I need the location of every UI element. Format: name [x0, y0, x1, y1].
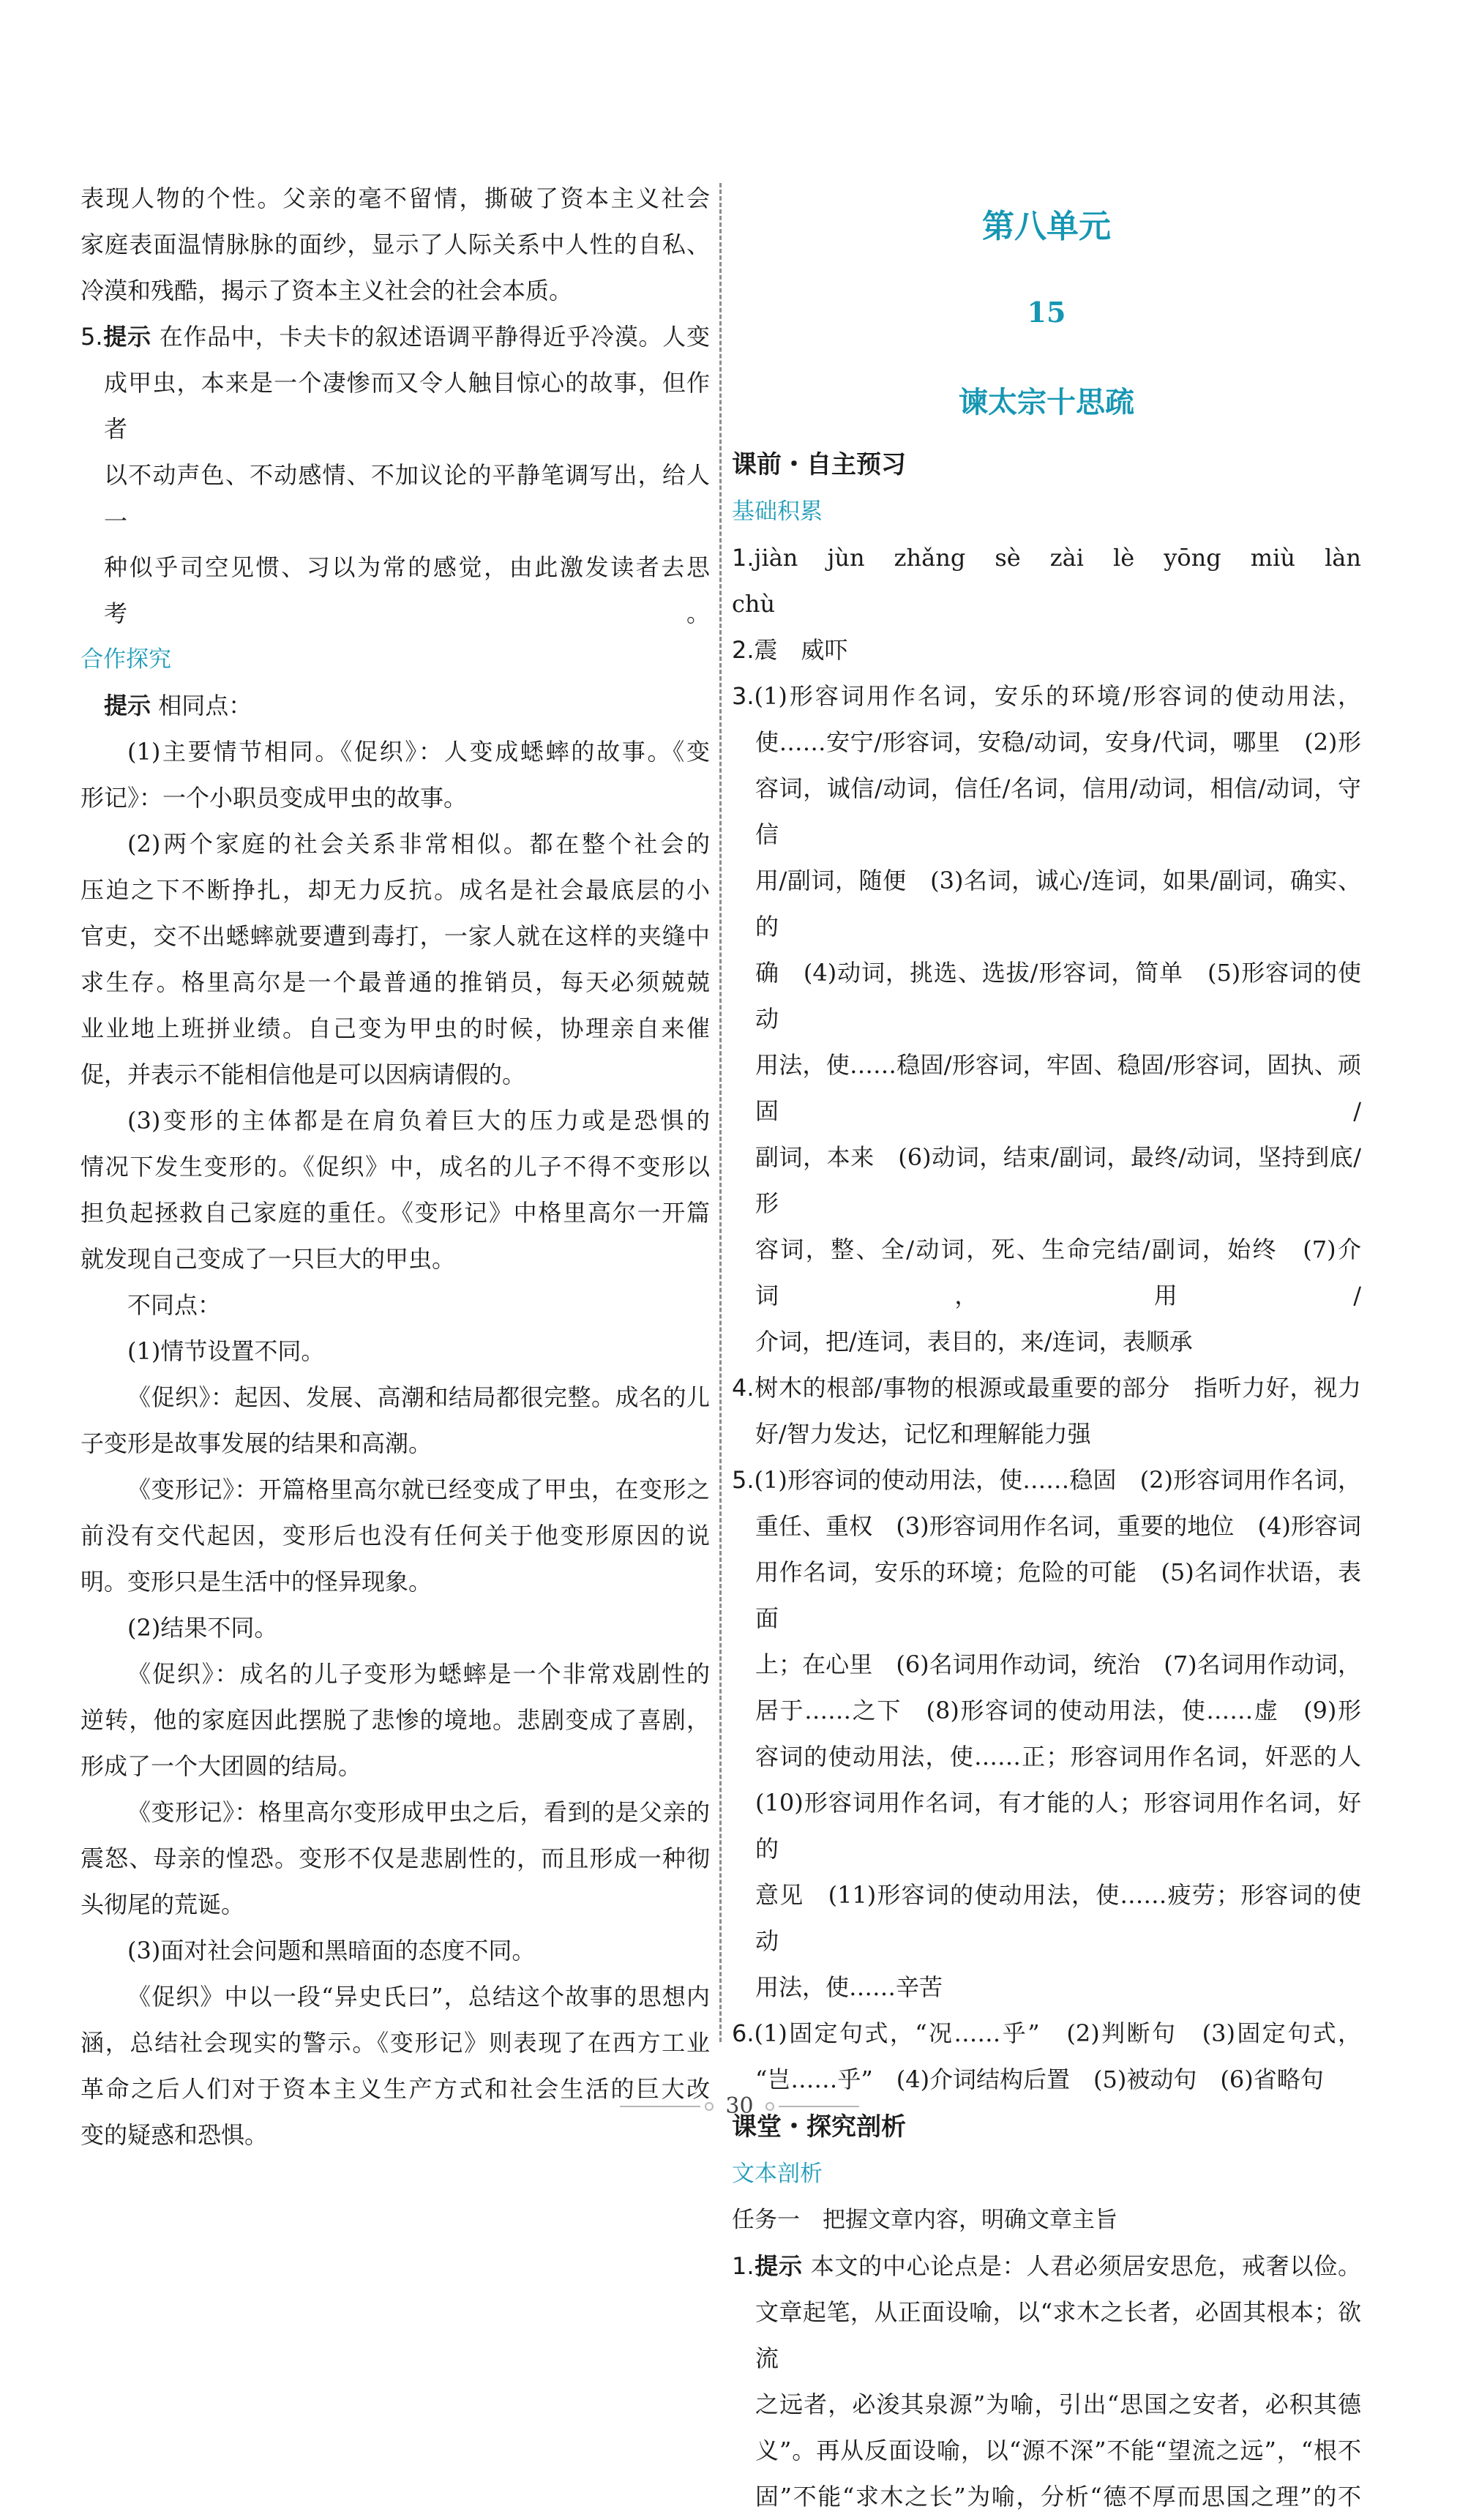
paragraph-line: 涵，总结社会现实的警示。《变形记》则表现了在西方工业: [80, 2029, 710, 2057]
answer-line: 容词的使动用法，使……正；形容词用作名词，奸恶的人: [755, 1743, 1361, 1771]
paragraph-line: 《促织》：起因、发展、高潮和结局都很完整。成名的儿: [127, 1383, 710, 1411]
answer-line: 容词，诚信/动词，信任/名词，信用/动词，相信/动词，守信: [755, 774, 1361, 848]
paragraph-line: 形记》：一个小职员变成甲虫的故事。: [80, 784, 468, 812]
answer-items: [732, 535, 1385, 2103]
section-title-cooperative: 合作探究: [80, 646, 171, 673]
task-item-line: 义”。再从反面设喻，以“源不深”不能“望流之远”，“根不: [755, 2437, 1361, 2464]
item-text: 树木的根部/事物的根源或最重要的部分 指听力好，视力: [754, 1374, 1361, 1402]
item-number: 5.: [80, 323, 103, 351]
page-number: 30: [725, 2093, 754, 2119]
answer-line: [732, 1365, 1361, 1411]
answer-line: [732, 535, 1385, 627]
task-item-line: 固”不能“求木之长”为喻，分析“德不厚而思国之理”的不: [755, 2483, 1361, 2510]
paragraph-line: (1)情节设置不同。: [127, 1337, 325, 1365]
answer-line: [732, 2011, 1361, 2057]
item-number: 1.: [732, 544, 755, 572]
answer-line: 使……安宁/形容词，安稳/动词，安身/代词，哪里 (2)形: [755, 728, 1361, 756]
footer-rule-left: [620, 2106, 700, 2107]
answer-line: 好/智力发达，记忆和理解能力强: [755, 1420, 1091, 1448]
paragraph-line: 明。变形只是生活中的怪异现象。: [80, 1568, 433, 1596]
item-number: 5.: [732, 1466, 755, 1494]
task-item-continuation: [732, 2289, 1361, 2520]
footer-rule-right: [779, 2106, 859, 2107]
answer-line: “岂……乎” (4)介词结构后置 (5)被动句 (6)省略句: [755, 2065, 1324, 2093]
lesson-title: 谏太宗十思疏: [959, 386, 1134, 419]
paragraph-line: 不同点：: [127, 1291, 222, 1319]
unit-title: 第八单元: [982, 208, 1111, 245]
answer-line: 副词，本来 (6)动词，结束/副词，最终/动词，坚持到底/形: [755, 1143, 1361, 1217]
task-item-line: 之远者，必浚其泉源”为喻，引出“思国之安者，必积其德: [755, 2390, 1361, 2418]
paragraph-line: 担负起拯救自己家庭的重任。《变形记》中格里高尔一开篇: [80, 1199, 710, 1227]
footer-ornament: [765, 2102, 774, 2111]
item-number: 6.: [732, 2019, 755, 2047]
tip-label: 提示: [754, 2252, 803, 2280]
item-text: 在作品中，卡夫卡的叙述语调平静得近乎冷漠。人变: [159, 323, 710, 351]
item-5-line: [80, 314, 710, 360]
answer-line: 容词，整、全/动词，死、生命完结/副词，始终 (7)介词，用/: [755, 1235, 1361, 1309]
paragraph-line: 前没有交代起因，变形后也没有任何关于他变形原因的说: [80, 1522, 710, 1549]
answer-line: [732, 627, 1361, 673]
section-heading-classroom: 课堂・探究剖析: [732, 2112, 906, 2142]
answer-line: [732, 673, 1361, 719]
paragraph-line: 《促织》中以一段“异史氏曰”，总结这个故事的思想内: [127, 1983, 710, 2011]
intro-line: 冷漠和残酷，揭示了资本主义社会的社会本质。: [80, 277, 573, 304]
paragraph-line: 业业地上班拼业绩。自己变为甲虫的时候，协理亲自来催: [80, 1014, 710, 1042]
item-number: 4.: [732, 1374, 755, 1402]
item-text: 本文的中心论点是：人君必须居安思危，戒奢以俭。: [810, 2252, 1361, 2280]
paragraph-line: 革命之后人们对于资本主义生产方式和社会生活的巨大改: [80, 2075, 710, 2103]
answer-line: 用法，使……辛苦: [755, 1973, 943, 2001]
task-item-line: [732, 2243, 1361, 2289]
answer-line: (10)形容词用作名词，有才能的人；形容词用作名词，好的: [755, 1789, 1361, 1863]
paragraph-line: 压迫之下不断挣扎，却无力反抗。成名是社会最底层的小: [80, 876, 710, 904]
item-5-line: 种似乎司空见惯、习以为常的感觉，由此激发读者去思考。: [104, 553, 710, 627]
paragraph-line: (3)变形的主体都是在肩负着巨大的压力或是恐惧的: [127, 1107, 710, 1134]
item-5-line: 成甲虫，本来是一个凄惨而又令人触目惊心的故事，但作者: [104, 369, 710, 443]
intro-line: 表现人物的个性。父亲的毫不留情，撕破了资本主义社会: [80, 184, 710, 212]
item-text: (1)固定句式，“况……乎” (2)判断句 (3)固定句式，: [754, 2019, 1361, 2047]
paragraph-line: 变的疑惑和恐惧。: [80, 2121, 269, 2149]
footer-ornament: [705, 2102, 714, 2111]
column-divider: [719, 183, 722, 2042]
left-paragraphs: [80, 729, 710, 2158]
section-heading-preview: 课前・自主预习: [732, 450, 906, 479]
paragraph-line: 就发现自己变成了一只巨大的甲虫。: [80, 1245, 456, 1273]
paragraph-line: 情况下发生变形的。《促织》中，成名的儿子不得不变形以: [80, 1153, 710, 1181]
paragraph-line: (2)结果不同。: [127, 1614, 278, 1642]
paragraph-line: (3)面对社会问题和黑暗面的态度不同。: [127, 1937, 536, 1964]
answer-line: [732, 1457, 1361, 1503]
paragraph-line: 求生存。格里高尔是一个最普通的推销员，每天必须兢兢: [80, 968, 710, 996]
answer-line: 确 (4)动词，挑选、选拔/形容词，简单 (5)形容词的使动: [755, 959, 1361, 1033]
intro-line: 家庭表面温情脉脉的面纱，显示了人际关系中人性的自私、: [80, 231, 710, 258]
item-text: (1)形容词用作名词，安乐的环境/形容词的使动用法，: [754, 682, 1361, 710]
answer-line: 用作名词，安乐的环境；危险的可能 (5)名词作状语，表面: [755, 1558, 1361, 1632]
tip-label: 提示: [102, 323, 151, 351]
subsection-text-analysis: 文本剖析: [732, 2161, 823, 2187]
answer-line: 意见 (11)形容词的使动用法，使……疲劳；形容词的使动: [755, 1881, 1361, 1955]
paragraph-line: 官吏，交不出蟋蟀就要遭到毒打，一家人就在这样的夹缝中: [80, 922, 710, 950]
paragraph-line: 震怒、母亲的惶恐。变形不仅是悲剧性的，而且形成一种彻: [80, 1844, 710, 1872]
task-one-heading: 任务一 把握文章内容，明确文章主旨: [732, 2207, 1117, 2233]
answer-line: 居于……之下 (8)形容词的使动用法，使……虚 (9)形: [755, 1697, 1361, 1724]
paragraph-line: (1)主要情节相同。《促织》：人变成蟋蟀的故事。《变: [127, 738, 710, 766]
item-number: 3.: [732, 682, 755, 710]
item-text: (1)形容词的使动用法，使……稳固 (2)形容词用作名词，: [754, 1466, 1361, 1494]
paragraph-line: 《变形记》：格里高尔变形成甲虫之后，看到的是父亲的: [127, 1798, 710, 1826]
paragraph-line: 逆转，他的家庭因此摆脱了悲惨的境地。悲剧变成了喜剧，: [80, 1706, 710, 1734]
item-number: 1.: [732, 2252, 755, 2280]
right-column: [732, 176, 1385, 2520]
paragraph-line: 《促织》：成名的儿子变形为蟋蟀是一个非常戏剧性的: [127, 1660, 710, 1688]
answer-line: 重任、重权 (3)形容词用作名词，重要的地位 (4)形容词: [755, 1512, 1361, 1540]
tip-text: 相同点：: [158, 692, 252, 719]
paragraph-line: 《变形记》：开篇格里高尔就已经变成了甲虫，在变形之: [127, 1476, 710, 1503]
paragraph-line: 形成了一个大团圆的结局。: [80, 1752, 362, 1780]
lesson-number: 15: [1027, 296, 1066, 329]
tip-line: [80, 683, 710, 729]
paragraph-line: (2)两个家庭的社会关系非常相似。都在整个社会的: [127, 830, 710, 858]
item-number: 2.: [732, 636, 755, 664]
answer-line: 用法，使……稳固/形容词，牢固、稳固/形容词，固执、顽固/: [755, 1051, 1361, 1125]
item-5-line: 以不动声色、不动感情、不加议论的平静笔调写出，给人一: [104, 461, 710, 535]
item-text: jiàn jùn zhǎng sè zài lè yōng miù làn chù: [732, 544, 1385, 618]
paragraph-line: 子变形是故事发展的结果和高潮。: [80, 1429, 433, 1457]
answer-line: 上；在心里 (6)名词用作动词，统治 (7)名词用作动词，: [755, 1650, 1361, 1678]
left-column: [80, 176, 710, 2158]
page-footer: [0, 2093, 1479, 2119]
answer-line: 用/副词，随便 (3)名词，诚心/连词，如果/副词，确实、的: [755, 867, 1361, 941]
answer-line: 介词，把/连词，表目的，来/连词，表顺承: [755, 1328, 1193, 1356]
paragraph-line: 头彻尾的荒诞。: [80, 1891, 245, 1918]
item-text: 震 威吓: [754, 636, 848, 664]
task-item-line: 文章起笔，从正面设喻，以“求木之长者，必固其根本；欲流: [755, 2298, 1361, 2372]
tip-label: 提示: [104, 692, 151, 719]
subsection-basic-accumulation: 基础积累: [732, 498, 823, 525]
paragraph-line: 促，并表示不能相信他是可以因病请假的。: [80, 1061, 526, 1088]
